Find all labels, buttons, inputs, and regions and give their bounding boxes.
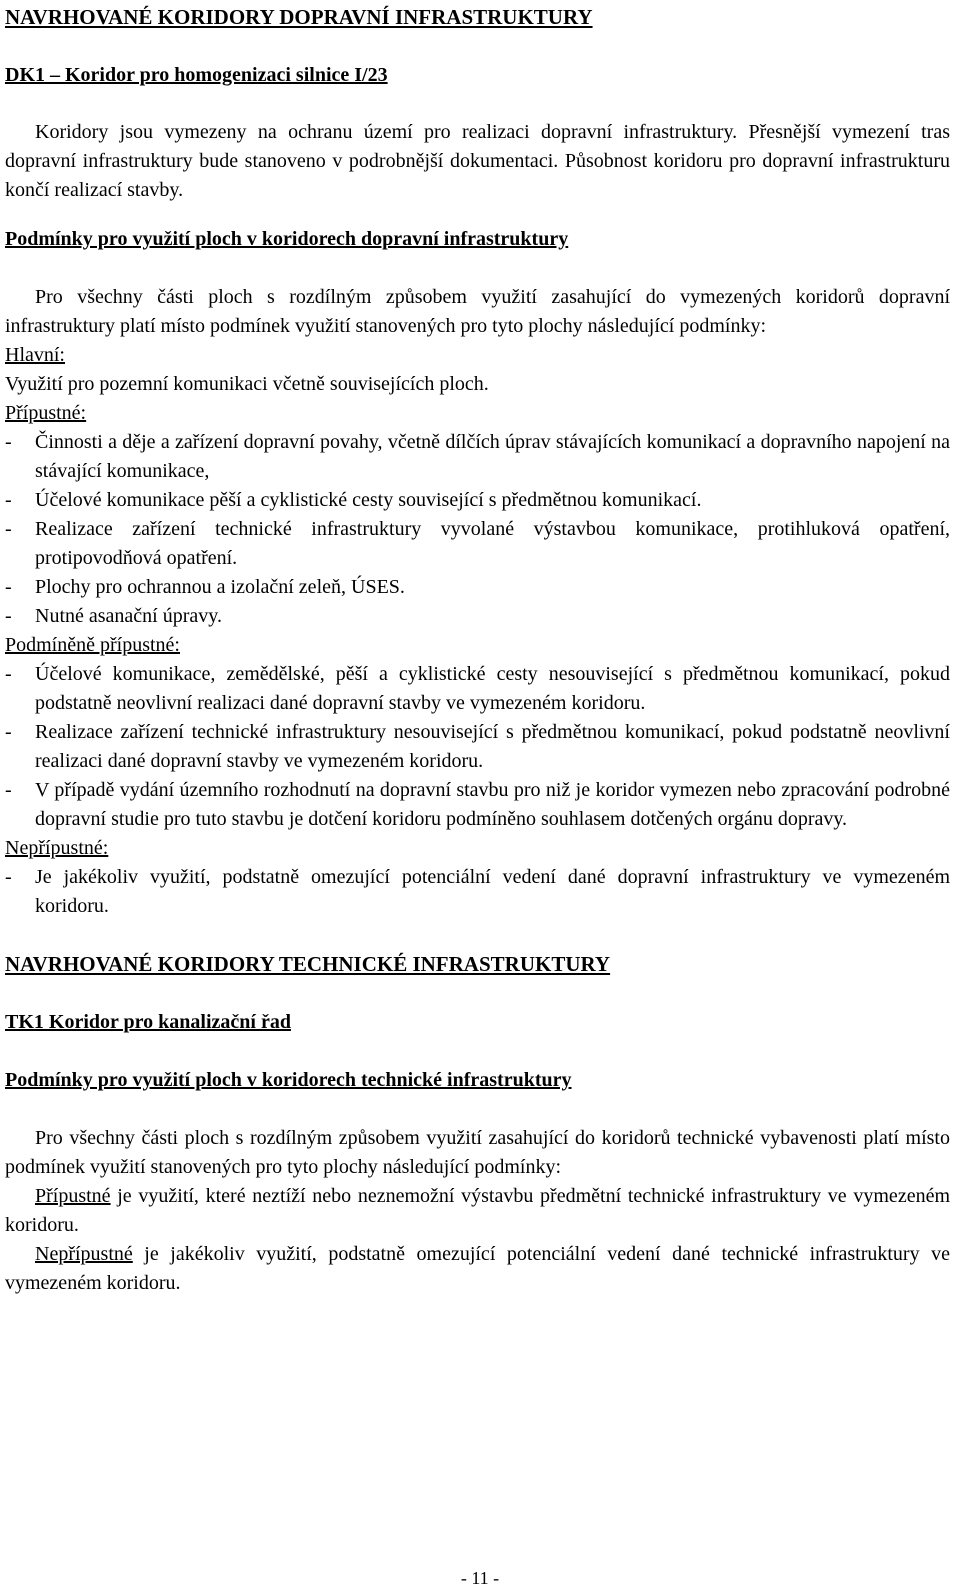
list-marker: - [5, 605, 12, 627]
list-marker: - [5, 576, 12, 598]
document-page [0, 3, 960, 1595]
section2-conditions-intro: Pro všechny části ploch s rozdílným způsobem využití zasahující do koridorů technické vybavenosti platí místo podmínek využití stanovených pro tyto plochy následující podmínky: [5, 1127, 950, 1178]
section2-allowed [5, 1182, 950, 1240]
page-number: - 11 - [460, 1568, 500, 1588]
allowed-item: - Nutné asanační úpravy. [5, 602, 950, 631]
allowed-item: - Účelové komunikace pěší a cyklistické cesty související s předmětnou komunikací. [5, 486, 950, 515]
list-marker: - [5, 489, 12, 511]
list-marker: - [5, 518, 12, 540]
conditional-item: - V případě vydání územního rozhodnutí na dopravní stavbu pro niž je koridor vymezen nebo zpracování podrobné dopravní studie pro tuto stavbu je dotčení koridoru podmíněno souhlasem dotčených orgánu dopravy. [5, 776, 950, 834]
section1-title: NAVRHOVANÉ KORIDORY DOPRAVNÍ INFRASTRUKTURY [5, 5, 593, 29]
conditional-item: - Účelové komunikace, zemědělské, pěší a cyklistické cesty nesouvisející s předmětnou komunikací, pokud podstatně neovlivní realizaci dané dopravní stavby ve vymezeném koridoru. [5, 660, 950, 718]
list-marker: - [5, 779, 12, 801]
section1-intro: Koridory jsou vymezeny na ochranu území pro realizaci dopravní infrastruktury. Přesnější vymezení tras dopravní infrastruktury bude stanoveno v podrobnější dokumentaci. Působnost koridoru pro dopravní infrastrukturu končí realizací stavby. [5, 121, 950, 201]
section2-forbidden [5, 1240, 950, 1298]
section2-conditions-heading: Podmínky pro využití ploch v koridorech technické infrastruktury [5, 1069, 572, 1091]
section2-allowed-label: Přípustné [35, 1185, 111, 1207]
allowed-label: Přípustné: [5, 402, 87, 424]
section1-conditions-heading: Podmínky pro využití ploch v koridorech dopravní infrastruktury [5, 228, 569, 250]
section2-title: NAVRHOVANÉ KORIDORY TECHNICKÉ INFRASTRUKTURY [5, 952, 611, 976]
conditional-label: Podmíněně přípustné: [5, 634, 180, 656]
list-marker: - [5, 431, 12, 453]
section1-conditions-intro: Pro všechny části ploch s rozdílným způsobem využití zasahující do vymezených koridorů dopravní infrastruktury platí místo podmínek využití stanovených pro tyto plochy následující podmínky: [5, 286, 950, 337]
section2-forbidden-text: je jakékoliv využití, podstatně omezující potenciální vedení dané technické infrastruktury ve vymezeném koridoru. [5, 1243, 950, 1294]
allowed-item: - Realizace zařízení technické infrastruktury vyvolané výstavbou komunikace, protihluková opatření, protipovodňová opatření. [5, 515, 950, 573]
list-marker: - [5, 721, 12, 743]
section1-subtitle: DK1 – Koridor pro homogenizaci silnice I/23 [5, 64, 388, 86]
list-marker: - [5, 663, 12, 685]
main-text: Využití pro pozemní komunikaci včetně souvisejících ploch. [5, 373, 489, 395]
forbidden-label: Nepřípustné: [5, 837, 109, 859]
list-marker: - [5, 866, 12, 888]
section2-forbidden-label: Nepřípustné [35, 1243, 133, 1265]
forbidden-item: - Je jakékoliv využití, podstatně omezující potenciální vedení dané dopravní infrastruktury ve vymezeném koridoru. [5, 863, 950, 921]
section2-allowed-text: je využití, které neztíží nebo neznemožní výstavbu předmětní technické infrastruktury ve vymezeném koridoru. [5, 1185, 950, 1236]
allowed-item: - Plochy pro ochrannou a izolační zeleň, ÚSES. [5, 573, 950, 602]
conditional-item: - Realizace zařízení technické infrastruktury nesouvisející s předmětnou komunikací, pokud podstatně neovlivní realizaci dané dopravní stavby ve vymezeném koridoru. [5, 718, 950, 776]
section2-subtitle: TK1 Koridor pro kanalizační řad [5, 1011, 291, 1033]
main-label: Hlavní: [5, 344, 65, 366]
allowed-item: - Činnosti a děje a zařízení dopravní povahy, včetně dílčích úprav stávajících komunikací a dopravního napojení na stávající komunikace, [5, 428, 950, 486]
